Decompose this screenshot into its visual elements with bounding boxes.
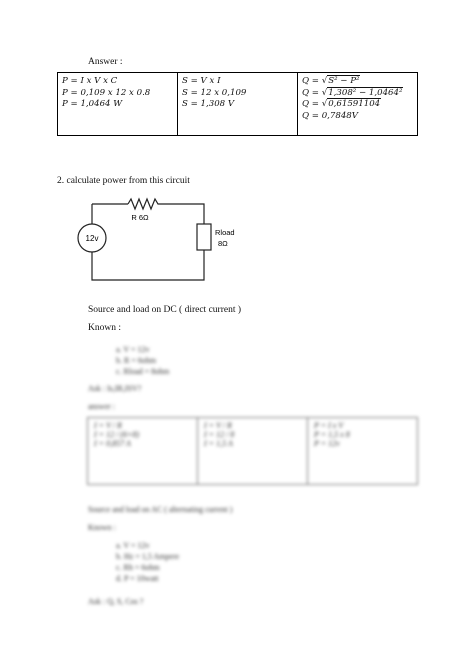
list-item: b. R = 6ohm [116,356,157,365]
formula-line: S = 1,308 V [182,99,235,109]
power-formula-cell [58,73,178,136]
resistor-label: R 6Ω [131,213,149,222]
formula-line: P = 1,0464 W [62,99,123,109]
dc-answer-table [87,417,418,485]
formula-line: S = V x I [182,76,221,86]
list-item: d. P = 10watt [116,574,159,583]
list-item: a. V = 12v [116,345,150,354]
table-cell: I = V / R I = 12 / 8 I = 1,5 A [198,418,308,485]
sqrt-radicand: 0,61591104 [328,99,381,109]
sqrt-radicand: 1,308² − 1,0464² [328,87,403,98]
formula-line: Q = √S² − P² [302,76,360,86]
answer-label-2: answer : [88,402,115,411]
question-2: 2. calculate power from this circuit [57,176,190,186]
known-list-2 [116,540,179,584]
known-label-2: Known : [88,523,116,532]
dc-heading: Source and load on DC ( direct current ) [88,305,242,315]
reactive-power-cell [298,73,418,136]
resistor-symbol [128,199,160,209]
list-item: c. Rh = 6ohm [116,563,160,572]
circuit-diagram [68,190,235,290]
ac-heading: Source and load on AC ( alternating current ) [88,505,233,514]
answer-label: Answer : [88,57,123,67]
list-item: a. V = 12v [116,541,150,550]
load-resistor-symbol [197,224,211,250]
list-item: c. Rload = 8ohm [116,367,170,376]
ask-line: Ask : Is,IR,ISV? [88,384,142,393]
ask-line-2: Ask : Q, S, Cos ? [88,597,144,606]
sqrt-radicand: S² − P² [328,76,360,86]
table-cell: P = I x V P = 1,5 x 8 P = 12v [308,418,418,485]
load-label: Rload [215,228,235,237]
formula-line: P = I x V x C [62,76,118,86]
known-list [116,344,169,377]
formula-line: Q = √0,61591104 [302,99,381,109]
apparent-power-cell [178,73,298,136]
formula-line: P = 0,109 x 12 x 0.8 [62,87,151,98]
formula-line: Q = 0,7848V [302,110,358,121]
load-value-label: 8Ω [218,239,228,248]
formula-line: S = 12 x 0,109 [182,87,247,98]
table-cell: I = V / R I = 12 / (6+8) I = 0,857 A [88,418,198,485]
known-label: Known : [88,323,121,333]
formula-table [57,72,418,136]
list-item: b. Hz = 1,5 Ampere [116,552,180,561]
formula-line: Q = √1,308² − 1,0464² [302,87,403,98]
source-label: 12v [85,234,99,243]
